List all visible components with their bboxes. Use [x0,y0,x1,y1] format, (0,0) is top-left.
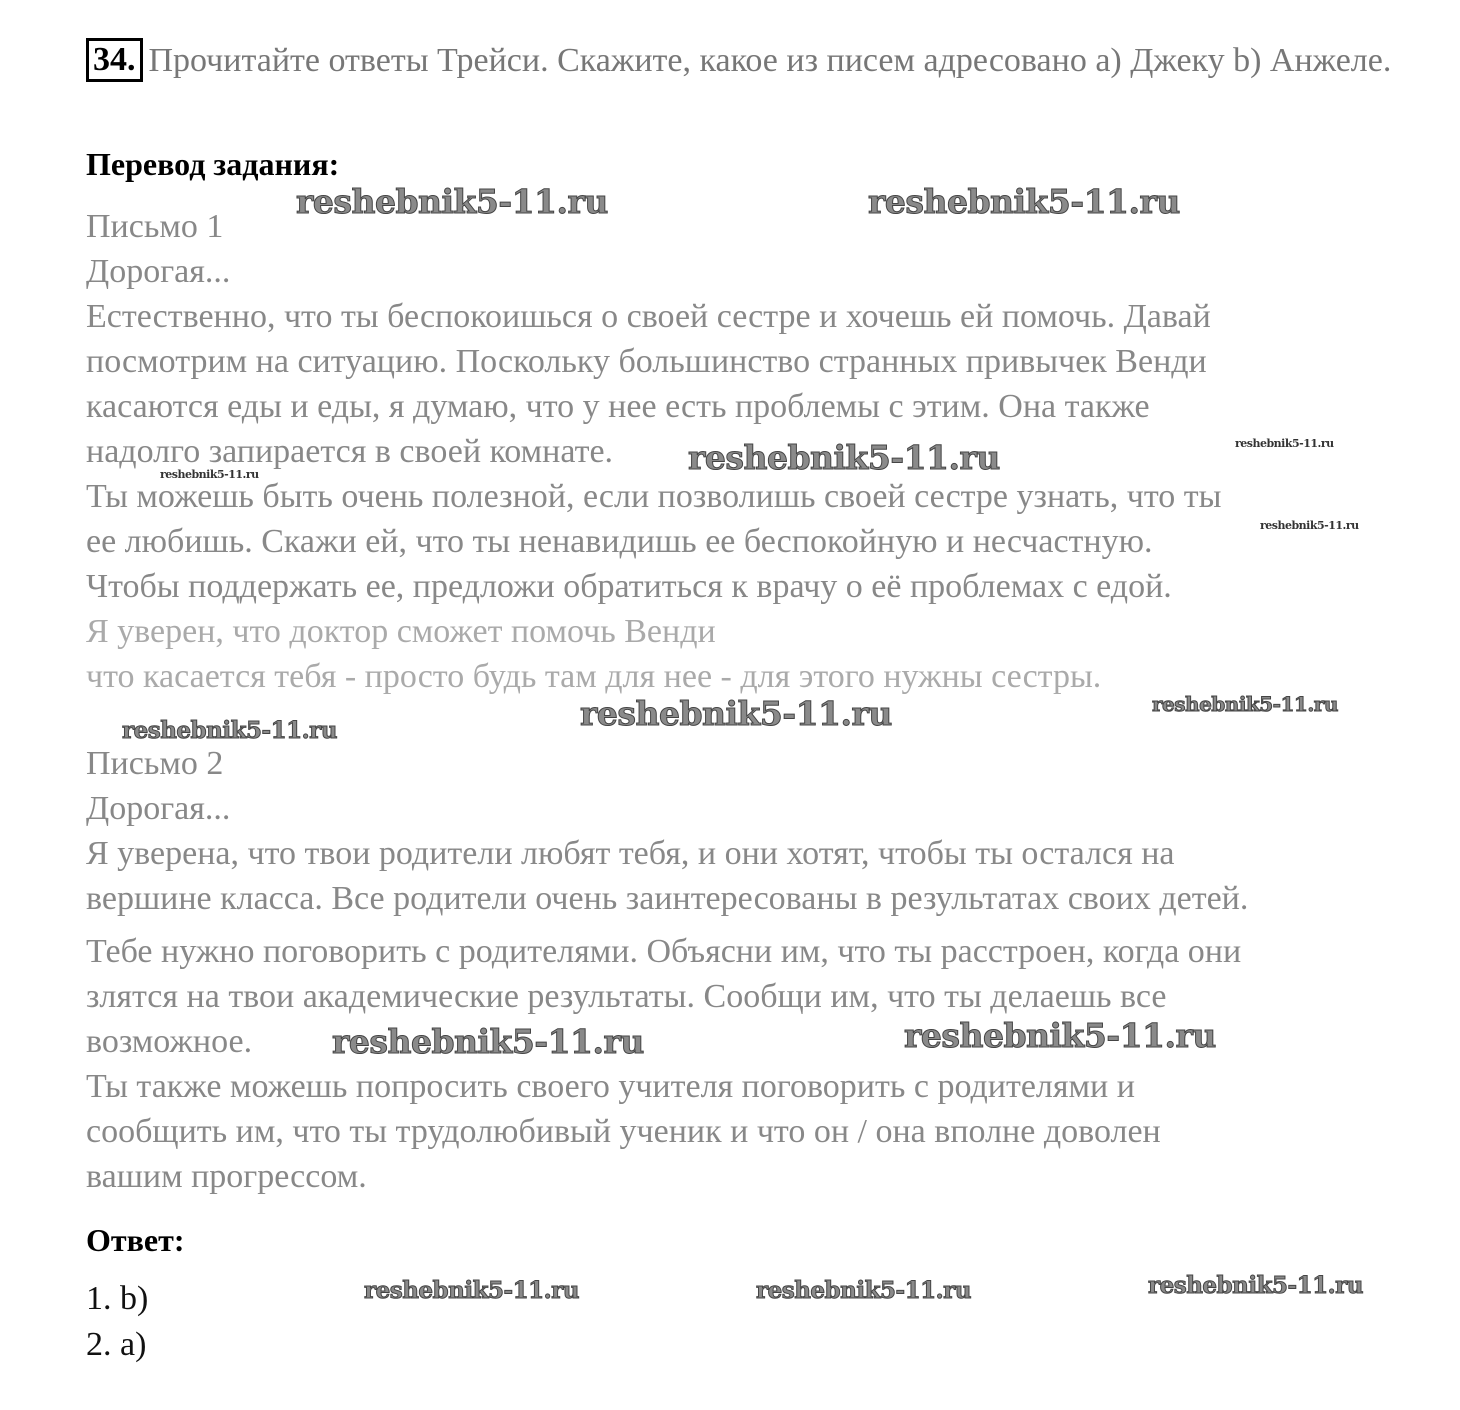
letter1-line: что касается тебя - просто будь там для нее - для этого нужны сестры. [86,658,1102,695]
task-number: 34. [86,38,143,82]
watermark: reshebnik5-11.ru [122,717,337,744]
watermark: reshebnik5-11.ru [688,438,1000,477]
letter1-line: надолго запирается в своей комнате. [86,433,614,470]
letter2-line: вершине класса. Все родители очень заинтересованы в результатах своих детей. [86,880,1249,917]
answer-heading: Ответ: [86,1222,185,1258]
letter2-line: сообщить им, что ты трудолюбивый ученик и что он / она вполне доволен [86,1113,1161,1150]
letter2-line: возможное. [86,1023,253,1060]
letter1-line: Естественно, что ты беспокоишься о своей сестре и хочешь ей помочь. Давай [86,298,1211,335]
letter1-line: ее любишь. Скажи ей, что ты ненавидишь ее беспокойную и несчастную. [86,523,1153,560]
answer-item: 2. a) [86,1326,147,1363]
watermark: reshebnik5-11.ru [1260,519,1359,532]
letter2-line: Тебе нужно поговорить с родителями. Объясни им, что ты расстроен, когда они [86,933,1242,970]
letter2-line: вашим прогрессом. [86,1158,367,1195]
watermark: reshebnik5-11.ru [868,182,1180,221]
letter1-greeting: Дорогая... [86,253,231,290]
letter1-title: Письмо 1 [86,208,224,245]
letter1-line: посмотрим на ситуацию. Поскольку большинство странных привычек Венди [86,343,1207,380]
letter1-line: Чтобы поддержать ее, предложи обратиться к врачу о её проблемах с едой. [86,568,1172,605]
watermark: reshebnik5-11.ru [904,1016,1216,1055]
task-instruction: Прочитайте ответы Трейси. Скажите, какое из писем адресовано а) Джеку b) Анжеле. [148,42,1392,79]
task-header [86,38,1426,83]
translation-heading: Перевод задания: [86,146,340,182]
watermark: reshebnik5-11.ru [1148,1272,1363,1299]
letter2-line: Ты также можешь попросить своего учителя поговорить с родителями и [86,1068,1135,1105]
letter1-line: касаются еды и еды, я думаю, что у нее есть проблемы с этим. Она также [86,388,1150,425]
watermark: reshebnik5-11.ru [364,1277,579,1304]
answer-item: 1. b) [86,1280,149,1317]
letter2-line: злятся на твои академические результаты. Сообщи им, что ты делаешь все [86,978,1167,1015]
letter2-title: Письмо 2 [86,745,224,782]
letter2-line: Я уверена, что твои родители любят тебя, и они хотят, чтобы ты остался на [86,835,1175,872]
watermark: reshebnik5-11.ru [1235,437,1334,450]
watermark: reshebnik5-11.ru [296,182,608,221]
watermark: reshebnik5-11.ru [160,468,259,481]
watermark: reshebnik5-11.ru [756,1277,971,1304]
letter1-line: Ты можешь быть очень полезной, если позволишь своей сестре узнать, что ты [86,478,1222,515]
letter1-line: Я уверен, что доктор сможет помочь Венди [86,613,716,650]
watermark: reshebnik5-11.ru [1152,692,1338,716]
letter2-greeting: Дорогая... [86,790,231,827]
watermark: reshebnik5-11.ru [580,694,892,733]
watermark: reshebnik5-11.ru [332,1022,644,1061]
